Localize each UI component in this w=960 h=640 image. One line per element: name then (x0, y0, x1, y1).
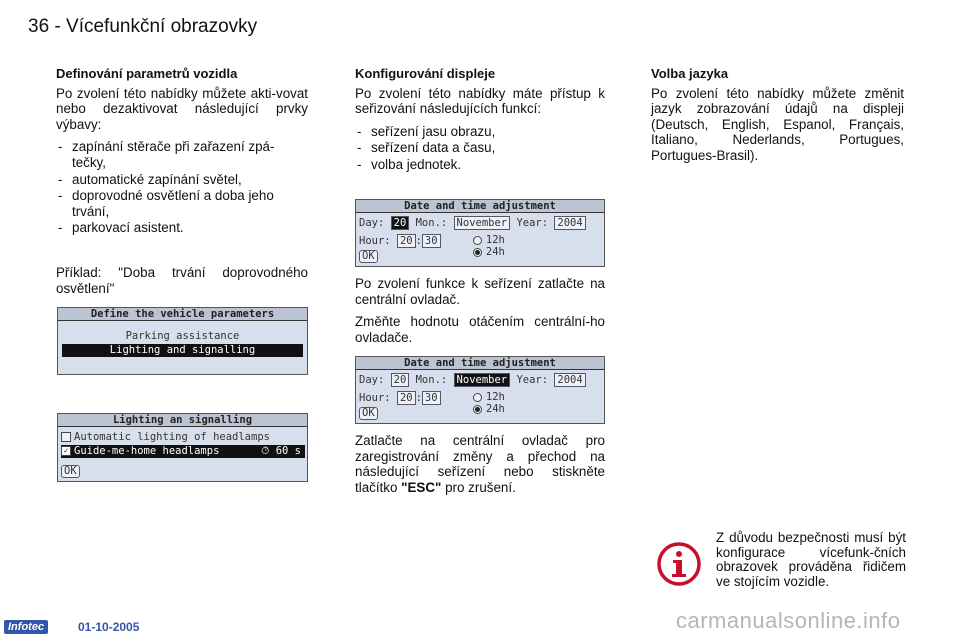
ok-button: OK (359, 250, 378, 263)
instruction-press: Po zvolení funkce k seřízení zatlačte na centrální ovladač. (355, 276, 605, 307)
month-field: November (454, 216, 511, 230)
list-item: - doprovodné osvětlení a doba jeho trvání, (56, 188, 308, 219)
hour-field: 20 (397, 391, 416, 405)
list-item: - parkovací asistent. (56, 220, 308, 236)
time-row (359, 234, 505, 258)
hour-field: 20 (397, 234, 416, 248)
confirm-instruction (355, 433, 605, 502)
menu-item-parking-assistance: Parking assistance (125, 330, 240, 342)
screen-date-time-2 (355, 356, 605, 424)
year-field: 2004 (554, 373, 585, 387)
column-language (651, 66, 904, 171)
year-field: 2004 (554, 216, 585, 230)
minute-field: 30 (422, 234, 441, 248)
day-field: 20 (391, 216, 410, 230)
day-label: Day: (359, 217, 385, 229)
radio-off-icon (473, 393, 482, 402)
screen-title: Define the vehicle parameters (58, 308, 307, 321)
day-label: Day: (359, 374, 385, 386)
duration-unit: s (294, 445, 301, 457)
option-12h (473, 391, 505, 403)
display-config-list (355, 124, 605, 173)
esc-key-label: "ESC" (401, 479, 442, 495)
instruction-text: Zatlačte na centrální ovladač pro zaregistrování změny a přechod na následující seřízení nebo stiskněte tlačítko (355, 433, 605, 495)
hour-label: Hour: (359, 392, 391, 404)
year-label: Year: (516, 217, 549, 229)
list-item: - seřízení jasu obrazu, (355, 124, 605, 140)
language-text: Po zvolení této nabídky můžete změnit jazyk zobrazování údajů na displeji (Deutsch, English, Espanol, Français, Italiano, Nederlands, Portugues, Portugues-Brasil). (651, 85, 904, 163)
time-format-options (473, 391, 505, 415)
watermark: carmanualsonline.info (676, 608, 901, 633)
screen-date-time-1 (355, 199, 605, 267)
page-title: Vícefunkční obrazovky (66, 16, 258, 37)
month-label: Mon.: (415, 217, 448, 229)
screen-title: Date and time adjustment (356, 357, 604, 370)
hour-label: Hour: (359, 235, 391, 247)
page-header (28, 16, 257, 38)
column-display-config (355, 66, 605, 174)
instruction-rotate: Změňte hodnotu otáčením centrální-ho ovladače. (355, 314, 605, 345)
vehicle-params-intro: Po zvolení této nabídky můžete akti-vovat nebo dezaktivovat následující prvky výbavy: (56, 85, 308, 132)
option-label: 12h (485, 234, 505, 246)
time-row (359, 391, 505, 415)
day-field: 20 (391, 373, 410, 387)
example-text: Příklad: "Doba trvání doprovodného osvětlení" (56, 265, 308, 296)
screen-title: Date and time adjustment (356, 200, 604, 213)
display-config-intro: Po zvolení této nabídky máte přístup k seřizování následujících funkcí: (355, 85, 605, 117)
option-label: Automatic lighting of headlamps (74, 431, 270, 443)
year-label: Year: (516, 374, 549, 386)
adjustment-instructions (355, 276, 605, 352)
heading-display-config: Konfigurování displeje (355, 66, 496, 81)
date-row (359, 216, 586, 230)
screen-lighting-signalling (57, 413, 308, 482)
header-separator: - (49, 16, 67, 37)
list-item: - automatické zapínání světel, (56, 172, 308, 188)
time-separator: : (415, 392, 422, 404)
safety-note: Z důvodu bezpečnosti musí být konfigurace vícefunk-čních obrazovek prováděna řidičem ve stojícím vozidle. (716, 530, 906, 589)
checkbox-unchecked-icon (61, 432, 71, 442)
option-auto-headlamps (61, 431, 270, 444)
duration-field: ⏱ 60 s (261, 445, 301, 457)
duration-value: 60 (275, 445, 289, 457)
minute-field: 30 (422, 391, 441, 405)
month-field: November (454, 373, 511, 387)
option-24h (473, 246, 505, 258)
option-label: 24h (485, 403, 505, 415)
radio-on-icon (473, 405, 482, 414)
column-vehicle-parameters (56, 66, 308, 237)
month-label: Mon.: (415, 374, 448, 386)
ok-button: OK (61, 465, 80, 478)
radio-off-icon (473, 236, 482, 245)
option-label: 12h (485, 391, 505, 403)
info-icon (656, 541, 702, 587)
radio-on-icon (473, 248, 482, 257)
instruction-confirm (355, 433, 605, 495)
screen-title: Lighting an signalling (58, 414, 307, 427)
infotec-logo: Infotec (4, 620, 48, 634)
option-24h (473, 403, 505, 415)
option-label: Guide-me-home headlamps (74, 445, 220, 457)
menu-item-lighting-signalling: Lighting and signalling (62, 344, 303, 357)
option-label: 24h (485, 246, 505, 258)
option-guide-me-home (61, 445, 305, 458)
time-format-options (473, 234, 505, 258)
vehicle-params-list (56, 139, 308, 236)
list-item: - volba jednotek. (355, 157, 605, 173)
option-12h (473, 234, 505, 246)
ok-button: OK (359, 407, 378, 420)
example-paragraph (56, 265, 308, 303)
screen-define-parameters (57, 307, 308, 375)
list-item: - zapínání stěrače při zařazení zpá-tečky, (56, 139, 308, 170)
list-item: - seřízení data a času, (355, 140, 605, 156)
heading-language: Volba jazyka (651, 66, 729, 81)
date-row (359, 373, 586, 387)
page-number: 36 (28, 16, 50, 37)
checkbox-checked-icon: ✓ (61, 446, 71, 456)
heading-vehicle-parameters: Definování parametrů vozidla (56, 66, 238, 81)
footer-date: 01-10-2005 (78, 620, 140, 634)
time-separator: : (415, 235, 422, 247)
instruction-text: pro zrušení. (441, 479, 516, 495)
